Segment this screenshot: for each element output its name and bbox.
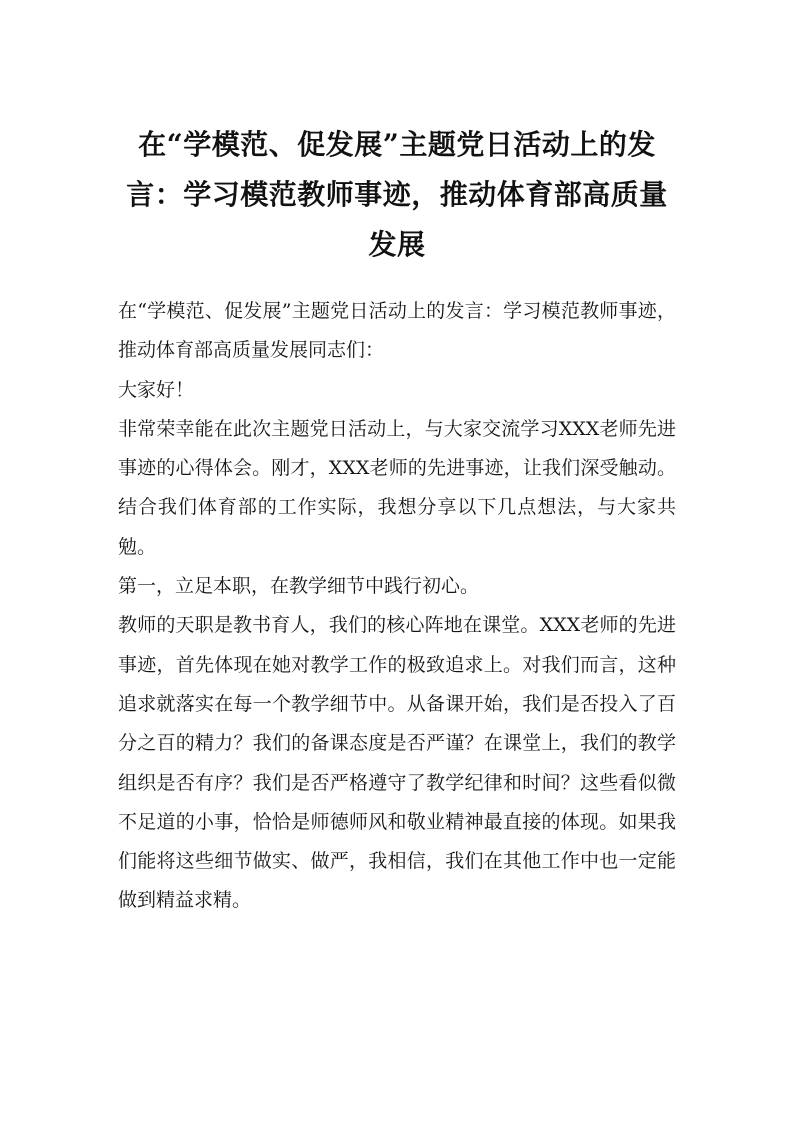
- paragraph-greeting: 大家好！: [118, 378, 195, 401]
- document-title: 在“学模范、促发展”主题党日活动上的发言：学习模范教师事迹，推动体育部高质量发展: [126, 128, 668, 261]
- paragraph-point-one-heading: 第一，立足本职，在教学细节中践行初心。: [118, 575, 480, 598]
- paragraph-opening: 在“学模范、促发展”主题党日活动上的发言：学习模范教师事迹，推动体育部高质量发展同志们：: [118, 300, 676, 362]
- paragraph-intro: 非常荣幸能在此次主题党日活动上，与大家交流学习XXX老师先进事迹的心得体会。刚才，XXX老师的先进事迹，让我们深受触动。结合我们体育部的工作实际，我想分享以下几点想法，与大家共勉。: [118, 417, 676, 558]
- paragraph-point-one-body: 教师的天职是教书育人，我们的核心阵地在课堂。XXX老师的先进事迹，首先体现在她对教学工作的极致追求上。对我们而言，这种追求就落实在每一个教学细节中。从备课开始，我们是否投入了百分之百的精力？我们的备课态度是否严谨？在课堂上，我们的教学组织是否有序？我们是否严格遵守了教学纪律和时间？这些看似微不足道的小事，恰恰是师德师风和敬业精神最直接的体现。如果我们能将这些细节做实、做严，我相信，我们在其他工作中也一定能做到精益求精。: [118, 614, 676, 912]
- document-body: [118, 292, 676, 921]
